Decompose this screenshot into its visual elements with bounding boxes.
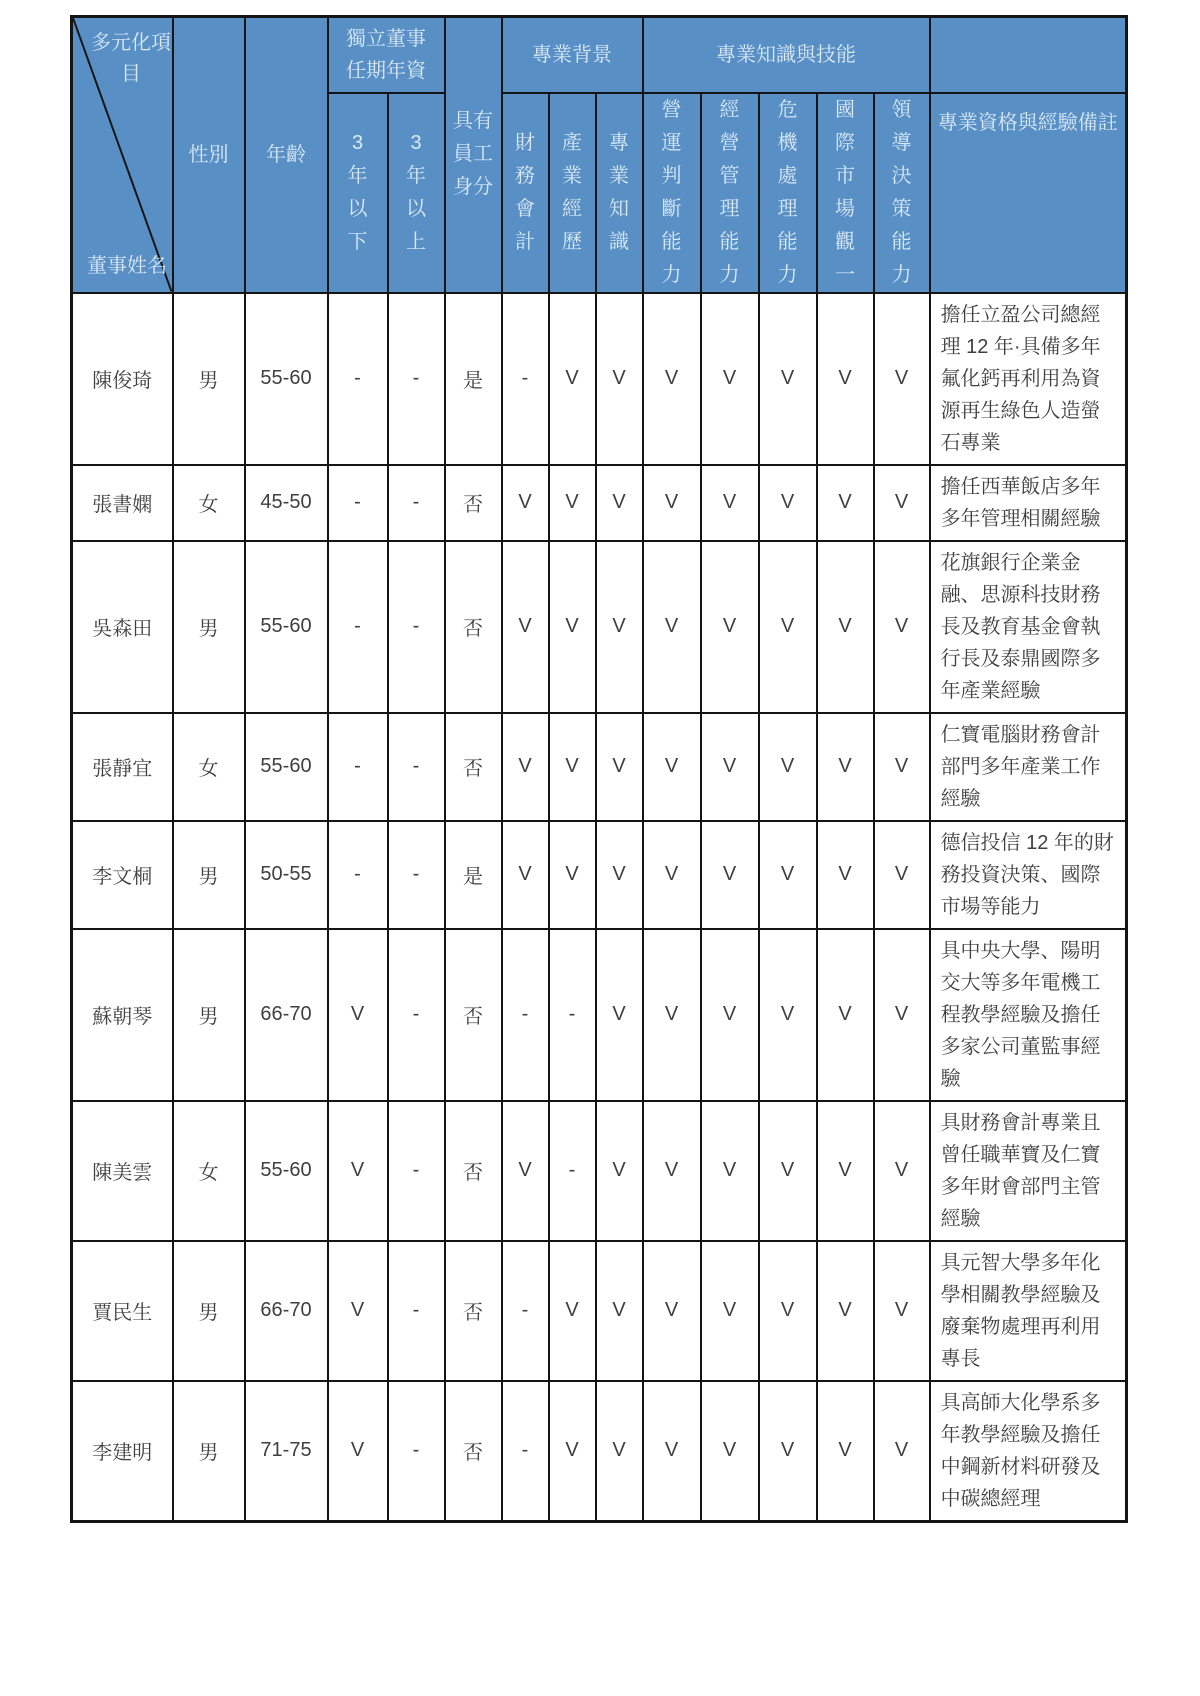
tenure-under3-cell: - [328, 465, 388, 541]
check-cell-skill-operation: V [643, 293, 701, 465]
tenure-over3-cell: - [388, 541, 445, 713]
col-header-skill-international-label: 國際市場觀一 [835, 98, 856, 286]
col-header-bg-knowledge-label: 專業知識 [609, 131, 629, 253]
tenure-under3-cell: - [328, 821, 388, 929]
check-cell-skill-international: V [817, 713, 874, 821]
employee-cell: 否 [445, 1241, 502, 1381]
col-header-bg-knowledge [596, 93, 643, 293]
age-cell: 55-60 [245, 293, 328, 465]
col-header-skill-operation-label: 營運判斷能力 [661, 98, 682, 286]
check-cell-bg-knowledge: V [596, 465, 643, 541]
check-cell-bg-finance: V [502, 541, 549, 713]
director-name: 李建明 [72, 1381, 173, 1522]
director-name: 賈民生 [72, 1241, 173, 1381]
employee-cell: 否 [445, 929, 502, 1101]
check-cell-bg-industry: - [549, 1101, 596, 1241]
notes-header-spacer [930, 17, 1127, 93]
check-cell-bg-industry: V [549, 541, 596, 713]
col-group-tenure-label: 獨立董事任期年資 [346, 27, 426, 82]
employee-cell: 否 [445, 713, 502, 821]
col-header-bg-finance [502, 93, 549, 293]
director-row [72, 293, 1127, 465]
notes-cell: 具中央大學、陽明交大等多年電機工程教學經驗及擔任多家公司董監事經驗 [930, 929, 1127, 1101]
col-group-background: 專業背景 [502, 17, 643, 93]
col-header-employee-label: 具有員工身分 [453, 110, 493, 199]
gender-cell: 男 [173, 1241, 245, 1381]
tenure-over3-cell: - [388, 821, 445, 929]
notes-cell: 具高師大化學系多年教學經驗及擔任中鋼新材料研發及中碳總經理 [930, 1381, 1127, 1522]
gender-cell: 男 [173, 1381, 245, 1522]
check-cell-skill-international: V [817, 821, 874, 929]
col-header-gender: 性別 [173, 17, 245, 293]
check-cell-skill-leadership: V [874, 293, 930, 465]
check-cell-bg-knowledge: V [596, 293, 643, 465]
check-cell-bg-finance: V [502, 713, 549, 821]
check-cell-bg-knowledge: V [596, 929, 643, 1101]
check-cell-bg-industry: V [549, 821, 596, 929]
check-cell-skill-leadership: V [874, 465, 930, 541]
tenure-over3-cell: - [388, 1381, 445, 1522]
check-cell-skill-leadership: V [874, 713, 930, 821]
col-header-bg-industry [549, 93, 596, 293]
tenure-under3-cell: - [328, 713, 388, 821]
col-header-notes: 專業資格與經驗備註 [930, 93, 1127, 293]
col-header-bg-industry-label: 產業經歷 [562, 131, 582, 253]
corner-header-cell [72, 17, 173, 293]
corner-top-label: 多元化項目 [91, 32, 171, 85]
col-header-skill-operation [643, 93, 701, 293]
tenure-under3-cell: V [328, 1101, 388, 1241]
col-header-tenure-over3 [388, 93, 445, 293]
age-cell: 71-75 [245, 1381, 328, 1522]
check-cell-skill-crisis: V [759, 465, 817, 541]
director-row [72, 541, 1127, 713]
table-body [72, 293, 1127, 1522]
director-name: 吳森田 [72, 541, 173, 713]
check-cell-skill-management: V [701, 465, 759, 541]
check-cell-skill-operation: V [643, 1101, 701, 1241]
check-cell-skill-crisis: V [759, 821, 817, 929]
check-cell-skill-operation: V [643, 1381, 701, 1522]
age-cell: 55-60 [245, 541, 328, 713]
check-cell-skill-management: V [701, 929, 759, 1101]
check-cell-skill-leadership: V [874, 541, 930, 713]
director-row [72, 1101, 1127, 1241]
check-cell-bg-finance: V [502, 465, 549, 541]
col-header-skill-leadership [874, 93, 930, 293]
check-cell-skill-operation: V [643, 929, 701, 1101]
gender-cell: 男 [173, 541, 245, 713]
check-cell-bg-finance: - [502, 1381, 549, 1522]
gender-cell: 男 [173, 821, 245, 929]
check-cell-skill-crisis: V [759, 541, 817, 713]
tenure-over3-cell: - [388, 713, 445, 821]
age-cell: 55-60 [245, 713, 328, 821]
check-cell-bg-knowledge: V [596, 821, 643, 929]
check-cell-bg-finance: - [502, 1241, 549, 1381]
director-name: 李文桐 [72, 821, 173, 929]
notes-cell: 仁寶電腦財務會計部門多年產業工作經驗 [930, 713, 1127, 821]
check-cell-bg-finance: V [502, 1101, 549, 1241]
age-cell: 66-70 [245, 1241, 328, 1381]
check-cell-skill-operation: V [643, 541, 701, 713]
tenure-under3-cell: V [328, 1381, 388, 1522]
board-diversity-table [70, 15, 1128, 1523]
tenure-under3-cell: V [328, 929, 388, 1101]
check-cell-skill-leadership: V [874, 1381, 930, 1522]
check-cell-bg-knowledge: V [596, 1101, 643, 1241]
notes-cell: 具財務會計專業且曾任職華寶及仁寶多年財會部門主管經驗 [930, 1101, 1127, 1241]
check-cell-skill-international: V [817, 465, 874, 541]
notes-cell: 花旗銀行企業金融、思源科技財務長及教育基金會執行長及泰鼎國際多年產業經驗 [930, 541, 1127, 713]
employee-cell: 否 [445, 1101, 502, 1241]
check-cell-bg-knowledge: V [596, 1241, 643, 1381]
col-group-tenure [328, 17, 445, 93]
gender-cell: 女 [173, 713, 245, 821]
check-cell-skill-international: V [817, 541, 874, 713]
gender-cell: 女 [173, 465, 245, 541]
director-name: 蘇朝琴 [72, 929, 173, 1101]
check-cell-bg-knowledge: V [596, 541, 643, 713]
col-header-tenure-under3 [328, 93, 388, 293]
check-cell-bg-industry: - [549, 929, 596, 1101]
notes-cell: 具元智大學多年化學相關教學經驗及廢棄物處理再利用專長 [930, 1241, 1127, 1381]
check-cell-skill-operation: V [643, 1241, 701, 1381]
check-cell-skill-international: V [817, 293, 874, 465]
check-cell-skill-international: V [817, 929, 874, 1101]
director-name: 張書嫻 [72, 465, 173, 541]
director-row [72, 929, 1127, 1101]
check-cell-skill-leadership: V [874, 821, 930, 929]
gender-cell: 女 [173, 1101, 245, 1241]
check-cell-skill-crisis: V [759, 293, 817, 465]
tenure-over3-cell: - [388, 465, 445, 541]
age-cell: 45-50 [245, 465, 328, 541]
check-cell-bg-industry: V [549, 1381, 596, 1522]
director-row [72, 465, 1127, 541]
notes-cell: 德信投信 12 年的財務投資決策、國際市場等能力 [930, 821, 1127, 929]
check-cell-bg-finance: - [502, 929, 549, 1101]
col-header-tenure-over3-label: 3年以上 [406, 131, 426, 253]
employee-cell: 否 [445, 1381, 502, 1522]
check-cell-bg-industry: V [549, 713, 596, 821]
employee-cell: 否 [445, 541, 502, 713]
director-name: 陳美雲 [72, 1101, 173, 1241]
director-row [72, 713, 1127, 821]
director-name: 張靜宜 [72, 713, 173, 821]
check-cell-skill-management: V [701, 541, 759, 713]
check-cell-skill-management: V [701, 713, 759, 821]
notes-cell: 擔任西華飯店多年多年管理相關經驗 [930, 465, 1127, 541]
employee-cell: 是 [445, 821, 502, 929]
col-header-skill-international [817, 93, 874, 293]
check-cell-skill-management: V [701, 1241, 759, 1381]
tenure-under3-cell: - [328, 541, 388, 713]
employee-cell: 是 [445, 293, 502, 465]
director-name: 陳俊琦 [72, 293, 173, 465]
tenure-over3-cell: - [388, 1241, 445, 1381]
col-header-employee [445, 17, 502, 293]
check-cell-bg-knowledge: V [596, 1381, 643, 1522]
check-cell-skill-international: V [817, 1101, 874, 1241]
check-cell-skill-management: V [701, 1381, 759, 1522]
check-cell-skill-management: V [701, 821, 759, 929]
check-cell-skill-operation: V [643, 713, 701, 821]
director-row [72, 1241, 1127, 1381]
tenure-under3-cell: V [328, 1241, 388, 1381]
employee-cell: 否 [445, 465, 502, 541]
check-cell-skill-international: V [817, 1381, 874, 1522]
check-cell-skill-crisis: V [759, 713, 817, 821]
check-cell-bg-industry: V [549, 1241, 596, 1381]
director-row [72, 821, 1127, 929]
check-cell-bg-finance: - [502, 293, 549, 465]
notes-cell: 擔任立盈公司總經理 12 年·具備多年氟化鈣再利用為資源再生綠色人造螢石專業 [930, 293, 1127, 465]
col-header-skill-crisis [759, 93, 817, 293]
check-cell-skill-crisis: V [759, 1101, 817, 1241]
gender-cell: 男 [173, 293, 245, 465]
check-cell-skill-management: V [701, 1101, 759, 1241]
age-cell: 55-60 [245, 1101, 328, 1241]
col-header-skill-management-label: 經營管理能力 [719, 98, 740, 286]
col-group-skills: 專業知識與技能 [643, 17, 930, 93]
tenure-over3-cell: - [388, 929, 445, 1101]
tenure-over3-cell: - [388, 293, 445, 465]
gender-cell: 男 [173, 929, 245, 1101]
age-cell: 66-70 [245, 929, 328, 1101]
col-header-skill-leadership-label: 領導決策能力 [891, 98, 912, 286]
check-cell-skill-leadership: V [874, 929, 930, 1101]
tenure-over3-cell: - [388, 1101, 445, 1241]
col-header-bg-finance-label: 財務會計 [515, 131, 535, 253]
check-cell-bg-knowledge: V [596, 713, 643, 821]
director-row [72, 1381, 1127, 1522]
check-cell-skill-operation: V [643, 821, 701, 929]
check-cell-skill-crisis: V [759, 1381, 817, 1522]
check-cell-skill-crisis: V [759, 929, 817, 1101]
check-cell-skill-leadership: V [874, 1101, 930, 1241]
check-cell-skill-international: V [817, 1241, 874, 1381]
check-cell-skill-operation: V [643, 465, 701, 541]
check-cell-bg-industry: V [549, 293, 596, 465]
check-cell-skill-management: V [701, 293, 759, 465]
check-cell-skill-crisis: V [759, 1241, 817, 1381]
check-cell-bg-finance: V [502, 821, 549, 929]
col-header-skill-management [701, 93, 759, 293]
col-header-tenure-under3-label: 3年以下 [347, 131, 368, 253]
age-cell: 50-55 [245, 821, 328, 929]
col-header-age: 年齡 [245, 17, 328, 293]
check-cell-skill-leadership: V [874, 1241, 930, 1381]
col-header-skill-crisis-label: 危機處理能力 [777, 98, 798, 286]
tenure-under3-cell: - [328, 293, 388, 465]
check-cell-bg-industry: V [549, 465, 596, 541]
corner-bottom-label: 董事姓名 [87, 254, 167, 277]
